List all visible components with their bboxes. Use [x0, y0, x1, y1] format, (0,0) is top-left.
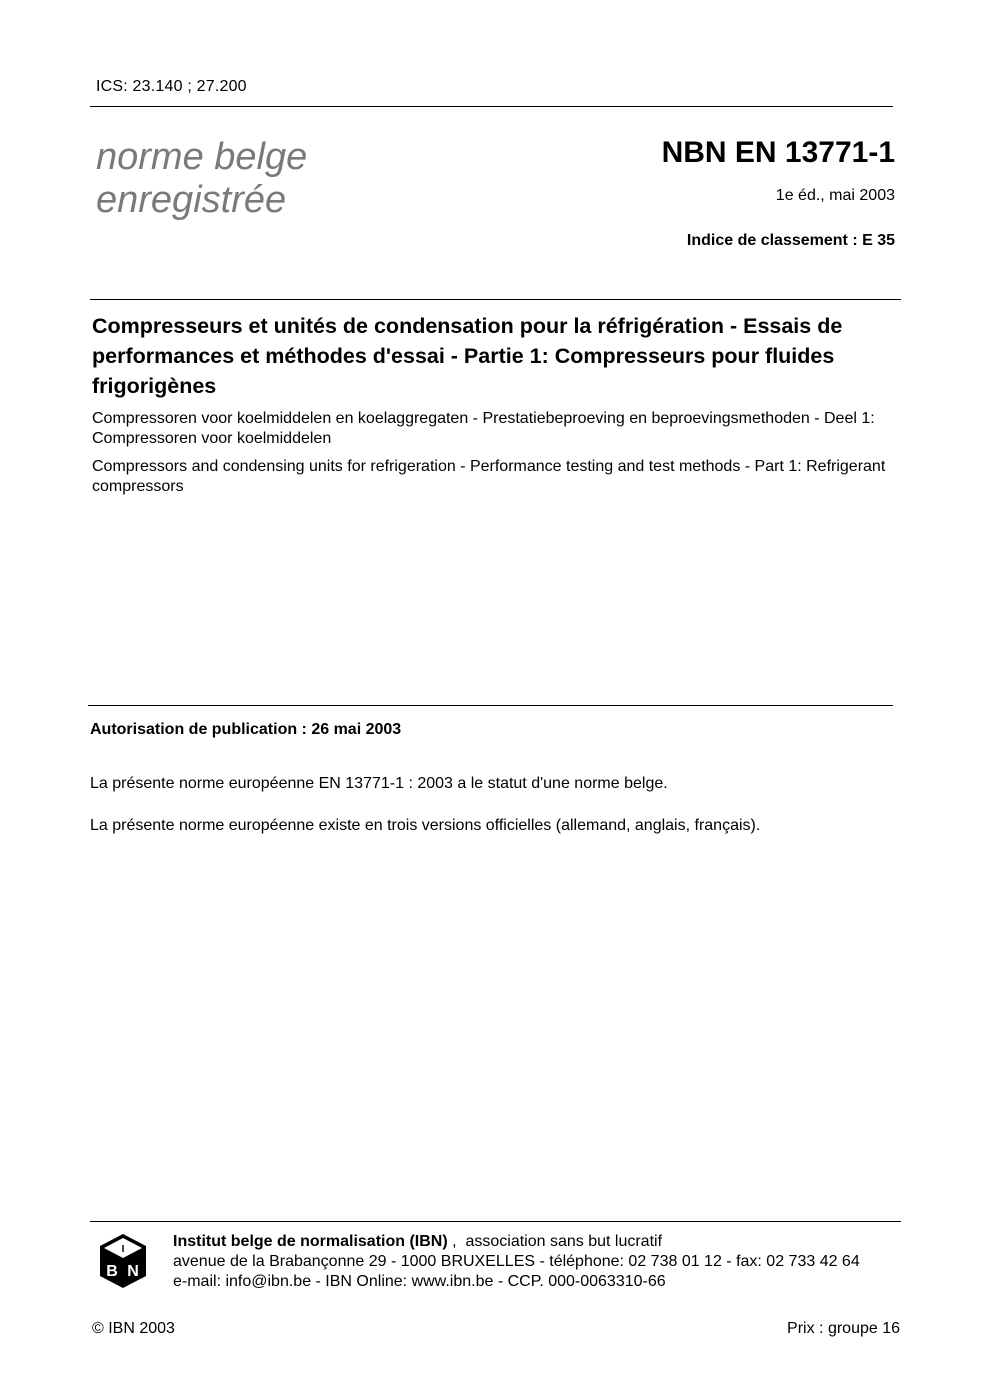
ics-code: ICS: 23.140 ; 27.200: [96, 78, 247, 95]
institute-contact: e-mail: info@ibn.be - IBN Online: www.ibn.be - CCP. 000-0063310-66: [173, 1273, 666, 1290]
svg-text:I: I: [121, 1244, 125, 1255]
edition-date: 1e éd., mai 2003: [775, 187, 895, 204]
institute-line: [173, 1232, 860, 1252]
norme-type-line2: enregistrée: [96, 179, 287, 221]
status-paragraph: La présente norme européenne EN 13771-1 : 2003 a le statut d'une norme belge.: [90, 775, 668, 792]
ibn-logo-icon: [98, 1232, 148, 1290]
classification-index: Indice de classement : E 35: [686, 232, 895, 249]
header-rule: [90, 106, 893, 107]
document-number: NBN EN 13771-1: [661, 136, 895, 169]
versions-paragraph: La présente norme européenne existe en trois versions officielles (allemand, anglais, français).: [90, 817, 761, 834]
svg-text:B: B: [106, 1263, 118, 1280]
title-dutch: Compressoren voor koelmiddelen en koelaggregaten - Prestatiebeproeving en beproevingsmethoden - Deel 1: Compressoren voor koelmiddelen: [92, 410, 875, 447]
norme-type-line1: norme belge: [96, 136, 308, 178]
title-top-rule: [90, 299, 901, 300]
svg-text:N: N: [127, 1263, 139, 1280]
title-english: Compressors and condensing units for refrigeration - Performance testing and test methods - Part 1: Refrigerant compressors: [92, 458, 886, 495]
title-french: Compresseurs et unités de condensation pour la réfrigération - Essais de performances et méthodes d'essai - Partie 1: Compresseurs pour fluides frigorigènes: [92, 314, 843, 398]
institute-address: avenue de la Brabançonne 29 - 1000 BRUXELLES - téléphone: 02 738 01 12 - fax: 02 733 42 64: [173, 1253, 860, 1270]
title-bottom-rule: [88, 705, 893, 706]
norme-type-heading: [96, 136, 307, 222]
institute-name: Institut belge de normalisation (IBN): [173, 1233, 448, 1250]
footer-institute-info: [173, 1232, 860, 1292]
institute-suffix: , association sans but lucratif: [447, 1233, 663, 1250]
publication-authorisation: Autorisation de publication : 26 mai 2003: [90, 721, 402, 738]
footer-rule: [90, 1221, 901, 1222]
price-group: Prix : groupe 16: [787, 1320, 900, 1337]
copyright-notice: © IBN 2003: [92, 1320, 175, 1337]
